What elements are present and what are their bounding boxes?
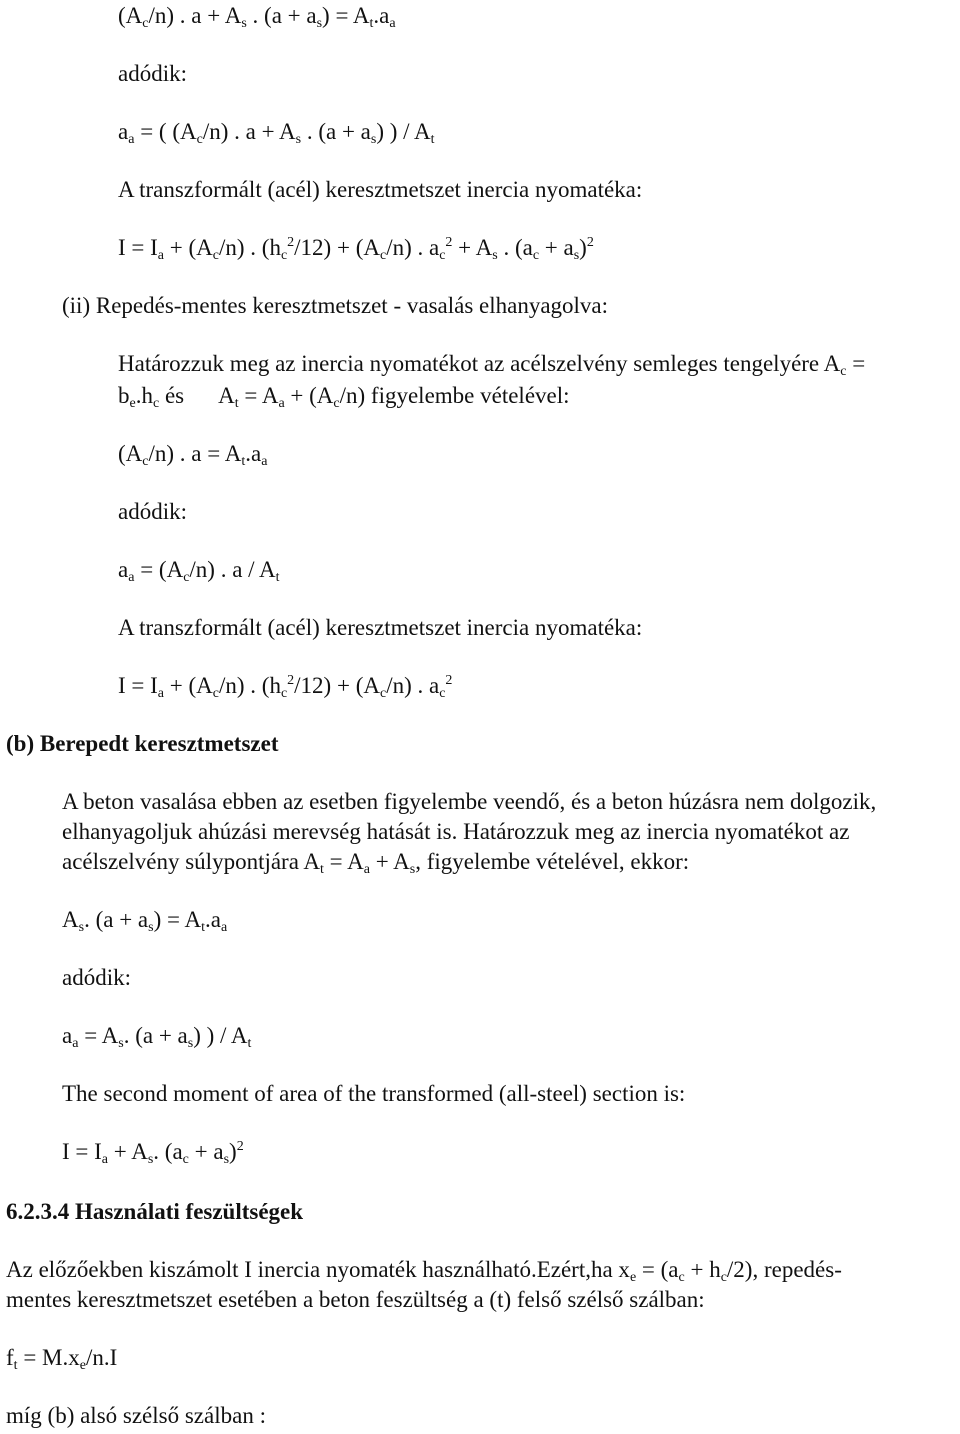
adodik-label-2: adódik: (118, 499, 187, 524)
section-b-heading: (b) Berepedt keresztmetszet (6, 731, 279, 756)
paragraph-c-line-1: Az előzőekben kiszámolt I inercia nyomaték használható.Ezért,ha $x_e = (a_c + h_c/2)$, repedés- (6, 1257, 842, 1285)
inertia-equation-3: $I = I_a + A_s$. $(a_c + a_s)^2$ (62, 1139, 244, 1167)
stress-equation: $f_t = M.x_e/n.I$ (6, 1345, 118, 1373)
paragraph-b-line-3: acélszelvény súlypontjára $A_t = A_a + A_s$, figyelembe vételével, ekkor: (62, 849, 690, 877)
equation-line-aa-1: $a_a$ = ( $(A_c/n)$ . $a + A_s$ . $(a + a_s)$ ) / $A_t$ (118, 119, 435, 147)
equation-line-aa-2: $a_a = (A_c/n)$ . a / $A_t$ (118, 557, 280, 585)
equation-line-2: $(A_c/n)$ . $a = A_t.a_a$ (118, 441, 268, 469)
paragraph-line-2: $b_e.h_c$ és $A_t = A_a + (A_c/n)$ figyelembe vételével: (118, 383, 570, 411)
inertia-equation-1: $I = I_a + (A_c/n)$ . $(h_c^2/12) + (A_c/n)$ . $a_c^2 + A_s$ . $(a_c + a_s)^2$ (118, 235, 594, 263)
paragraph-b-line-2: elhanyagoljuk ahúzási merevség hatását is. Határozzuk meg az inercia nyomatékot az (62, 819, 850, 844)
transformed-section-text-1: A transzformált (acél) keresztmetszet inercia nyomatéka: (118, 177, 643, 202)
adodik-label-1: adódik: (118, 61, 187, 86)
paragraph-b-line-1: A beton vasalása ebben az esetben figyelembe veendő, és a beton húzásra nem dolgozik, (62, 789, 877, 814)
bottom-fiber-text: míg (b) alsó szélső szálban : (6, 1403, 266, 1428)
equation-line-aa-3: $a_a = A_s$. $(a + a_s)$ ) / $A_t$ (62, 1023, 252, 1051)
paragraph-line-1: Határozzuk meg az inercia nyomatékot az acélszelvény semleges tengelyére $A_c$ = (118, 351, 866, 379)
paragraph-c-line-2: mentes keresztmetszet esetében a beton feszültség a (t) felső szélső szálban: (6, 1287, 705, 1312)
section-ii-heading: (ii) Repedés-mentes keresztmetszet - vasalás elhanyagolva: (62, 293, 609, 318)
second-moment-text: The second moment of area of the transformed (all-steel) section is: (62, 1081, 686, 1106)
transformed-section-text-2: A transzformált (acél) keresztmetszet inercia nyomatéka: (118, 615, 643, 640)
section-6-2-3-4-heading: 6.2.3.4 Használati feszültségek (6, 1199, 304, 1224)
adodik-label-3: adódik: (62, 965, 131, 990)
inertia-equation-2: $I = I_a + (A_c/n)$ . $(h_c^2/12) + (A_c/n)$ . $a_c^2$ (118, 673, 453, 701)
equation-line-3: $A_s$. $(a + a_s) = A_t.a_a$ (62, 907, 228, 935)
equation-line-1: $(A_c/n)$ . $a + A_s$ . $(a + a_s) = A_t.a_a$ (118, 3, 396, 31)
